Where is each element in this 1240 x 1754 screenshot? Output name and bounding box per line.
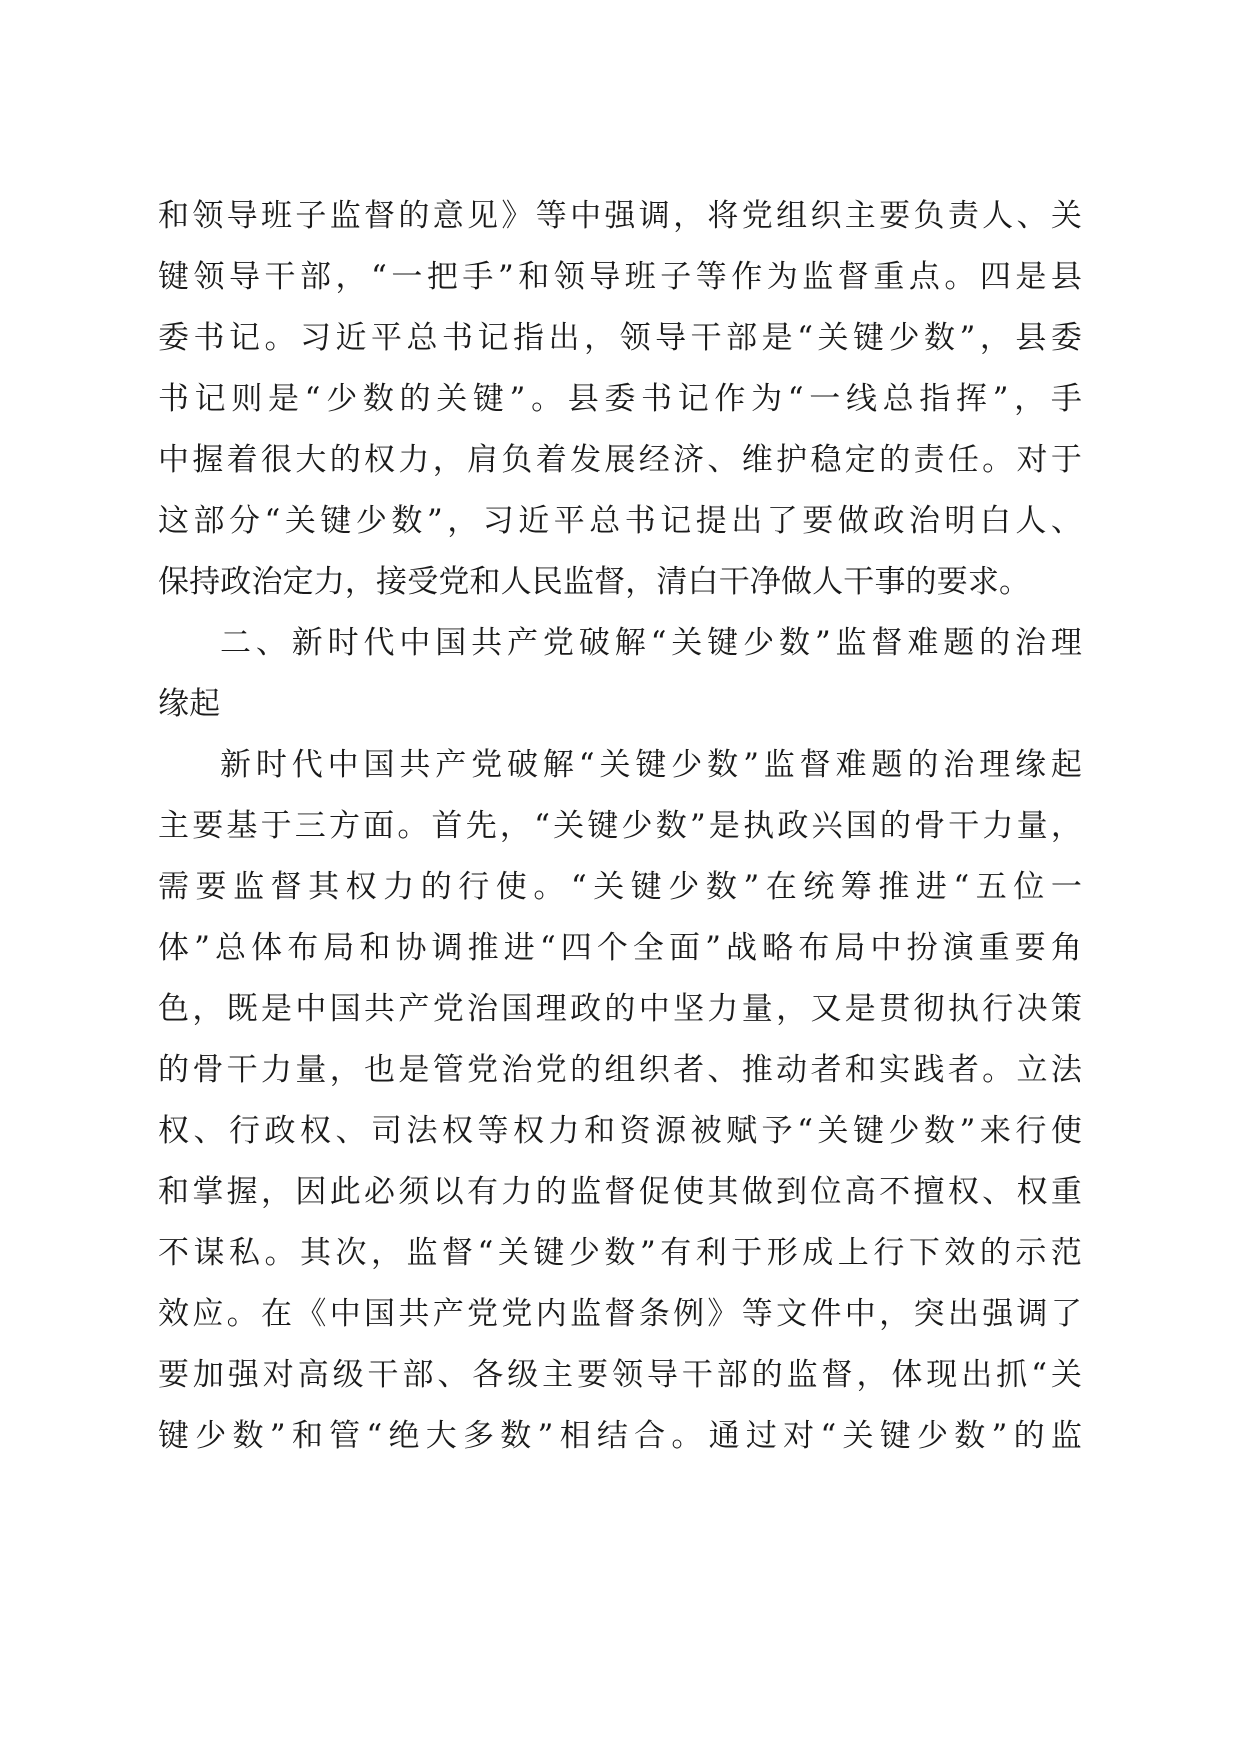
text-line: 色，既是中国共产党治国理政的中坚力量，又是贯彻执行决策: [158, 991, 1082, 1027]
text-line: 保持政治定力，接受党和人民监督，清白干净做人干事的要求。: [158, 564, 1031, 600]
document-body-text: [158, 186, 1082, 1467]
text-line: 二、新时代中国共产党破解“关键少数”监督难题的治理: [220, 625, 1082, 661]
text-line: 主要基于三方面。首先，“关键少数”是执政兴国的骨干力量，: [158, 808, 1082, 844]
text-line: 键领导干部，“一把手”和领导班子等作为监督重点。四是县: [158, 259, 1082, 295]
text-line: 委书记。习近平总书记指出，领导干部是“关键少数”，县委: [158, 320, 1082, 356]
text-line: 要加强对高级干部、各级主要领导干部的监督，体现出抓“关: [158, 1357, 1082, 1393]
text-line: 键少数”和管“绝大多数”相结合。通过对“关键少数”的监: [158, 1418, 1082, 1454]
text-line: 和掌握，因此必须以有力的监督促使其做到位高不擅权、权重: [158, 1174, 1082, 1210]
text-line: 效应。在《中国共产党党内监督条例》等文件中，突出强调了: [158, 1296, 1082, 1332]
text-line: 中握着很大的权力，肩负着发展经济、维护稳定的责任。对于: [158, 442, 1082, 478]
text-line: 缘起: [158, 686, 221, 722]
text-line: 需要监督其权力的行使。“关键少数”在统筹推进“五位一: [158, 869, 1082, 905]
text-line: 新时代中国共产党破解“关键少数”监督难题的治理缘起: [220, 747, 1082, 783]
text-line: 的骨干力量，也是管党治党的组织者、推动者和实践者。立法: [158, 1052, 1082, 1088]
text-line: 这部分“关键少数”，习近平总书记提出了要做政治明白人、: [158, 503, 1082, 539]
text-line: 权、行政权、司法权等权力和资源被赋予“关键少数”来行使: [158, 1113, 1082, 1149]
text-line: 和领导班子监督的意见》等中强调，将党组织主要负责人、关: [158, 198, 1082, 234]
text-line: 体”总体布局和协调推进“四个全面”战略布局中扮演重要角: [158, 930, 1082, 966]
text-line: 不谋私。其次，监督“关键少数”有利于形成上行下效的示范: [158, 1235, 1082, 1271]
text-line: 书记则是“少数的关键”。县委书记作为“一线总指挥”，手: [158, 381, 1082, 417]
